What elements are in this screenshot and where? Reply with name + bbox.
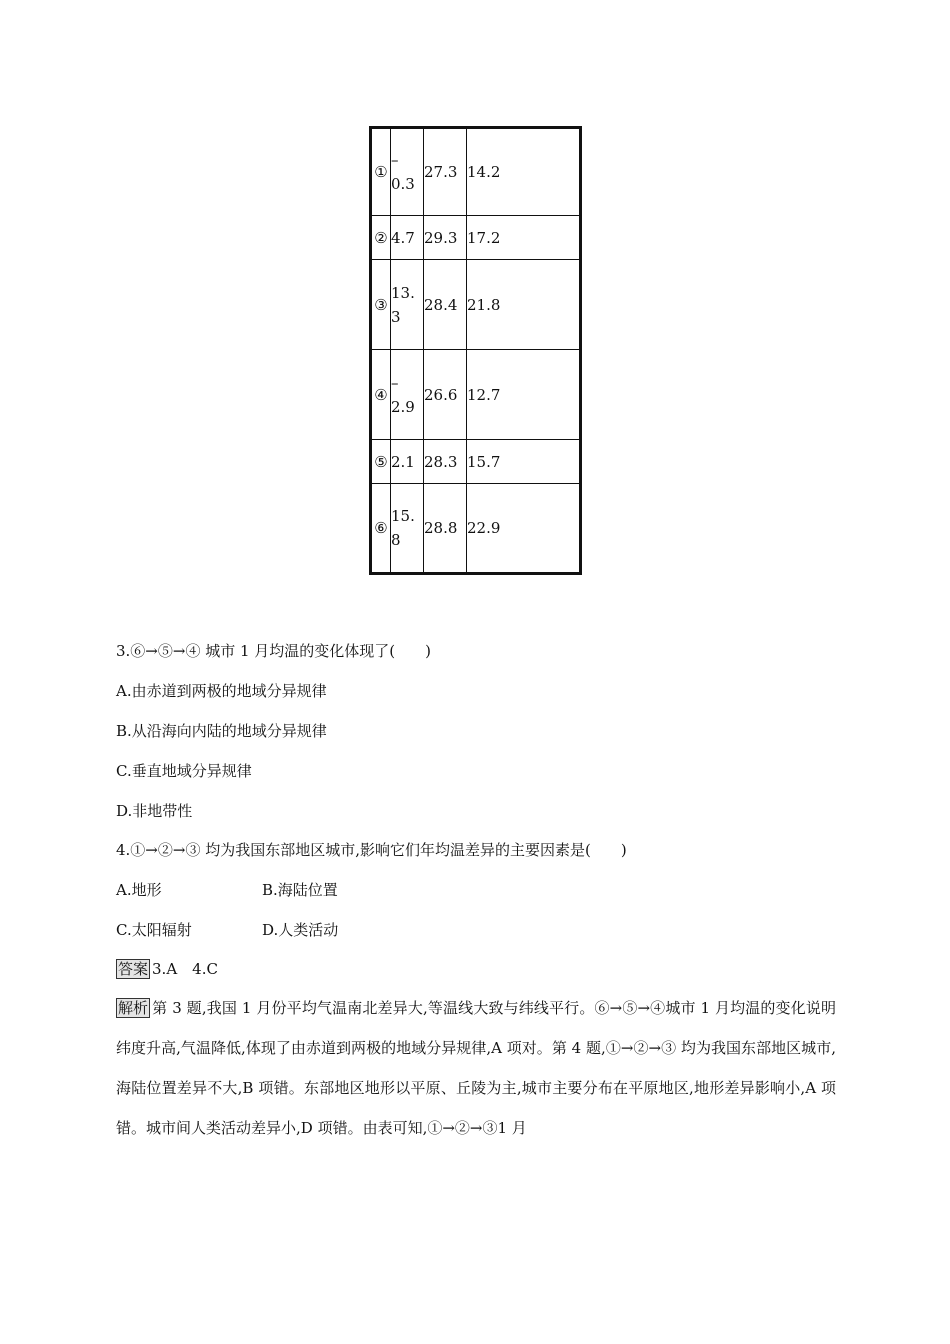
jan-temp-value: 13. 3 — [391, 283, 415, 326]
table-row — [371, 484, 581, 574]
cell-jul-temp — [424, 484, 467, 574]
cell-row-label — [371, 350, 391, 440]
jul-temp-value: 28.4 — [424, 295, 458, 314]
jul-temp-value: 28.3 — [424, 452, 458, 471]
cell-jan-temp — [391, 484, 424, 574]
table-row — [371, 260, 581, 350]
question-3-option-c: C.垂直地域分异规律 — [116, 762, 252, 780]
jul-temp-value: 26.6 — [424, 385, 458, 404]
cell-annual-temp — [467, 440, 581, 484]
table-row — [371, 128, 581, 216]
jan-temp-value: – 0.3 — [391, 151, 415, 193]
question-3-option-d: D.非地带性 — [116, 802, 193, 820]
cell-row-label — [371, 260, 391, 350]
cell-jul-temp — [424, 216, 467, 260]
answer-text: 3.A 4.C — [152, 960, 218, 978]
cell-annual-temp — [467, 128, 581, 216]
question-3-option-a: A.由赤道到两极的地域分异规律 — [116, 682, 327, 700]
annual-temp-value: 12.7 — [467, 385, 501, 404]
table-row — [371, 440, 581, 484]
jul-temp-value: 29.3 — [424, 228, 458, 247]
question-3-option-b: B.从沿海向内陆的地域分异规律 — [116, 722, 327, 740]
row-label-value: ② — [374, 228, 388, 247]
analysis-tag: 解析 — [118, 999, 149, 1017]
jan-temp-value: 4.7 — [391, 228, 415, 247]
cell-row-label — [371, 216, 391, 260]
analysis-paragraph — [116, 988, 836, 1148]
answer-line — [116, 958, 218, 979]
jan-temp-value: – 2.9 — [391, 373, 415, 416]
cell-jul-temp — [424, 350, 467, 440]
answer-tag: 答案 — [118, 960, 149, 978]
question-4-option-d: D.人类活动 — [262, 921, 339, 939]
table-row — [371, 350, 581, 440]
cell-row-label — [371, 440, 391, 484]
question-4-stem: 4.①→②→③ 均为我国东部地区城市,影响它们年均温差异的主要因素是( ) — [116, 841, 627, 859]
cell-jul-temp — [424, 440, 467, 484]
jan-temp-value: 2.1 — [391, 452, 415, 471]
cell-jan-temp — [391, 216, 424, 260]
question-4-option-a: A.地形 — [116, 881, 162, 899]
annual-temp-value: 15.7 — [467, 452, 501, 471]
cell-jan-temp — [391, 128, 424, 216]
jul-temp-value: 28.8 — [424, 519, 458, 537]
cell-row-label — [371, 484, 391, 574]
annual-temp-value: 17.2 — [467, 228, 501, 247]
cell-jan-temp — [391, 350, 424, 440]
cell-annual-temp — [467, 216, 581, 260]
annual-temp-value: 21.8 — [467, 295, 501, 314]
annual-temp-value: 22.9 — [467, 519, 501, 537]
annual-temp-value: 14.2 — [467, 163, 501, 181]
question-4-option-b: B.海陆位置 — [262, 881, 338, 899]
row-label-value: ⑥ — [374, 519, 388, 537]
cell-annual-temp — [467, 484, 581, 574]
cell-jan-temp — [391, 440, 424, 484]
cell-annual-temp — [467, 260, 581, 350]
cell-row-label — [371, 128, 391, 216]
cell-annual-temp — [467, 350, 581, 440]
row-label-value: ③ — [374, 295, 388, 314]
cell-jul-temp — [424, 260, 467, 350]
row-label-value: ① — [374, 163, 388, 181]
row-label-value: ⑤ — [374, 452, 388, 471]
temperature-table — [369, 126, 582, 575]
question-4-option-c: C.太阳辐射 — [116, 921, 192, 939]
question-3-stem: 3.⑥→⑤→④ 城市 1 月均温的变化体现了( ) — [116, 642, 432, 660]
analysis-text: 第 3 题,我国 1 月份平均气温南北差异大,等温线大致与纬线平行。⑥→⑤→④城市 1 月均温的变化说明纬度升高,气温降低,体现了由赤道到两极的地域分异规律,A 项对。第 4 题,①→②→③ 均为我国东部地区城市,海陆位置差异不大,B 项错。东部地区地形以平原、丘陵为主,城市主要分布在平原地区,地形差异影响小,A 项错。城市间人类活动差异小,D 项错。由表可知,①→②→③1 月 — [116, 999, 836, 1137]
jan-temp-value: 15. 8 — [391, 507, 415, 549]
cell-jul-temp — [424, 128, 467, 216]
table-row — [371, 216, 581, 260]
row-label-value: ④ — [374, 385, 388, 404]
cell-jan-temp — [391, 260, 424, 350]
jul-temp-value: 27.3 — [424, 163, 458, 181]
